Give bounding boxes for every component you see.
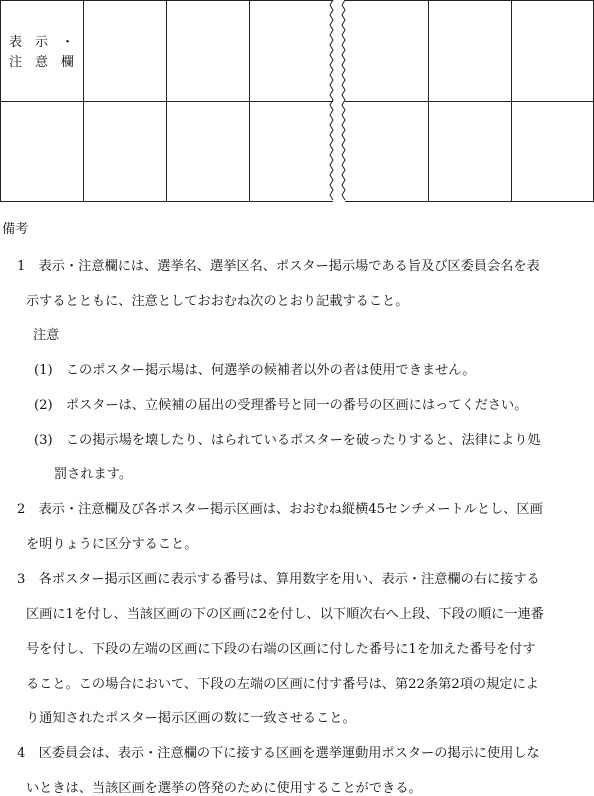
- note-line: り通知されたポスター掲示区画の数に一致させること。: [26, 711, 356, 726]
- note-line: 2 表示・注意欄及び各ポスター掲示区画は、おおむね縦横45センチメートルとし、区画: [17, 502, 543, 517]
- notes-title: 備考: [2, 222, 29, 237]
- note-line: 3 各ポスター掲示区画に表示する番号は、算用数字を用い、表示・注意欄の右に接する: [17, 572, 540, 587]
- note-line: (1) このポスター掲示場は、何選挙の候補者以外の者は使用できません。: [34, 363, 476, 378]
- display-notice-label: [9, 33, 74, 73]
- note-line: 罰されます。: [54, 467, 133, 482]
- display-notice-label-line2: 注 意 欄: [9, 55, 75, 70]
- grid-lines: [0, 0, 594, 202]
- poster-board-grid: [0, 0, 594, 202]
- note-line: を明りょうに区分すること。: [26, 537, 198, 552]
- note-line: いときは、当該区画を選挙の啓発のために使用することができる。: [26, 781, 422, 796]
- note-line: 4 区委員会は、表示・注意欄の下に接する区画を選挙運動用ポスターの掲示に使用しな: [17, 746, 540, 761]
- note-line: 注意: [33, 328, 60, 343]
- note-line: ること。この場合において、下段の左端の区画に付す番号は、第22条第2項の規定によ: [26, 677, 539, 692]
- note-line: 区画に1を付し、当該区画の下の区画に2を付し、以下順次右へ上段、下段の順に一連番: [26, 607, 544, 622]
- note-line: 示するとともに、注意としておおむね次のとおり記載すること。: [26, 294, 409, 309]
- note-line: (3) この掲示場を壊したり、はられているポスターを破ったりすると、法律により処: [34, 433, 541, 448]
- break-lines: [330, 0, 345, 200]
- break-line-right: [342, 0, 345, 200]
- note-line: (2) ポスターは、立候補の届出の受理番号と同一の番号の区画にはってください。: [34, 398, 528, 413]
- break-line-left: [330, 0, 333, 200]
- display-notice-label-line1: 表 示 ・: [9, 35, 75, 50]
- note-line: 1 表示・注意欄には、選挙名、選挙区名、ポスター掲示場である旨及び区委員会名を表: [17, 259, 540, 274]
- note-line: 号を付し、下段の左端の区画に下段の右端の区画に付した番号に1を加えた番号を付す: [26, 642, 536, 657]
